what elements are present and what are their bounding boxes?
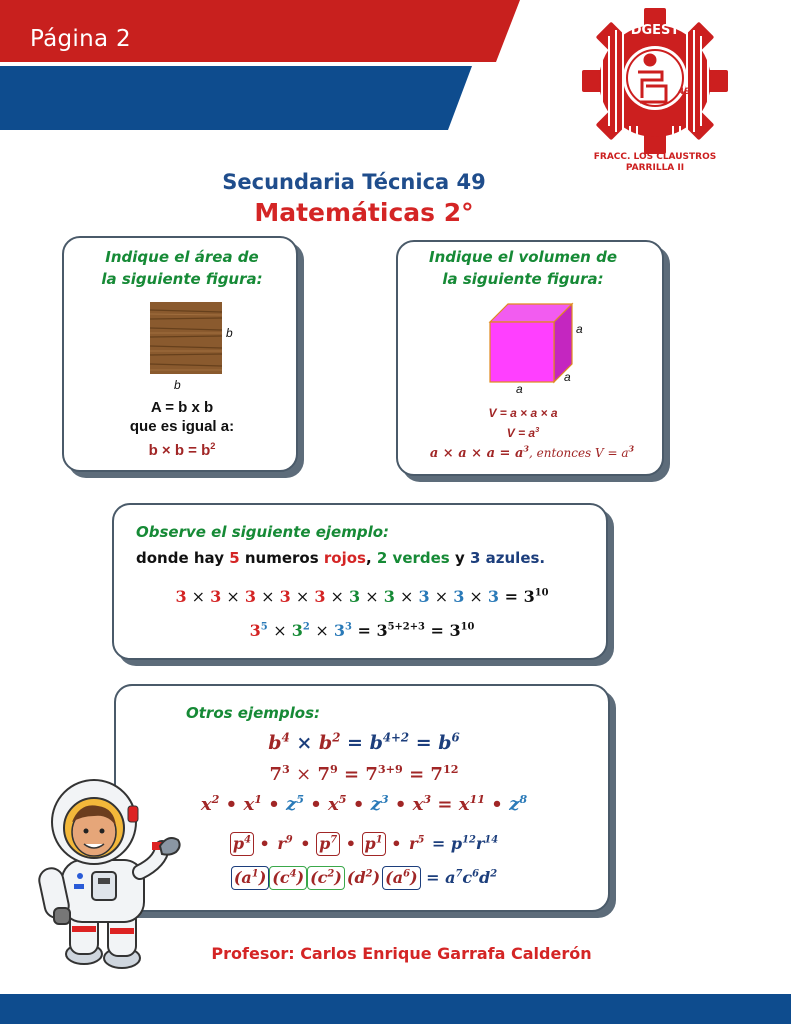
term-exponent: 3 — [423, 793, 432, 806]
boxed-term — [362, 832, 386, 856]
term-exponent: 5 — [296, 793, 304, 806]
term-exponent: 4 — [289, 868, 297, 880]
term-base: p — [364, 834, 376, 853]
result-exponent: 7 — [455, 868, 463, 880]
times-operator: × — [394, 587, 419, 606]
times-operator: × — [325, 587, 350, 606]
term-exponent: 2 — [365, 868, 373, 880]
term-exponent: 2 — [211, 793, 220, 806]
term-exponent: 4 — [244, 834, 251, 846]
term-exponent: 5 — [417, 834, 425, 846]
grouped-term — [307, 866, 345, 890]
product-result: = 3 — [499, 587, 535, 606]
dot-operator: • — [219, 794, 244, 815]
footer-bar — [0, 994, 791, 1024]
factor-red: 3 — [175, 587, 187, 606]
term-close: ) — [372, 868, 381, 887]
factor-blu: 3 — [418, 587, 430, 606]
school-gear-logo — [580, 6, 730, 156]
term-base: z — [286, 794, 297, 815]
result-term: d — [479, 868, 491, 887]
times-operator: × — [221, 587, 245, 606]
result-exponent: 2 — [490, 868, 498, 880]
example-line-1: $b^4 \times b^2 = b^{4+2} = b^6$ — [268, 730, 460, 754]
result-exponent: 11 — [469, 793, 486, 806]
times-operator: × — [429, 587, 454, 606]
term-exponent: 6 — [403, 868, 410, 880]
result-term: = a — [420, 868, 456, 887]
teacher-name: Profesor: Carlos Enrique Garrafa Calderón — [211, 944, 592, 963]
term-base: x — [412, 794, 424, 815]
result-exponent: 12 — [462, 834, 476, 846]
term-close: ) — [296, 868, 305, 887]
term-exponent: 5 — [338, 793, 347, 806]
term-base: (a — [233, 868, 252, 887]
term-base: (c — [272, 868, 290, 887]
example-line-5 — [116, 866, 612, 890]
page-number: Página 2 — [30, 26, 131, 52]
factor-grn: 3 — [349, 587, 361, 606]
times-operator: × — [256, 587, 280, 606]
side-label-right: b — [226, 326, 233, 340]
grouped-term — [269, 866, 307, 890]
volume-formula-1: V = a × a × a — [488, 406, 558, 420]
term-close: ) — [409, 868, 418, 887]
others-card — [114, 684, 610, 912]
times-operator: × — [464, 587, 488, 606]
side-label-bottom: b — [174, 378, 181, 392]
example-card — [112, 503, 608, 660]
term-exponent: 1 — [375, 834, 383, 846]
product-expansion — [114, 587, 610, 606]
grouped-term — [231, 866, 269, 890]
svg-text:49: 49 — [678, 87, 691, 97]
edge-label-right-top: a — [576, 322, 583, 336]
power-sum-line: $3^5 \times 3^2 \times 3^3 = 3^{5+2+3} = 3^{10}$ — [249, 621, 475, 640]
edge-label-right-bottom: a — [564, 370, 571, 384]
example-description: donde hay 5 numeros rojos, 2 verdes y 3 azules. — [136, 549, 546, 567]
area-formula: A = b x b que es igual a: — [129, 399, 235, 435]
term-exponent: 3 — [380, 793, 389, 806]
term-base: x — [243, 794, 255, 815]
product-result-exponent: 10 — [534, 587, 549, 599]
area-card — [62, 236, 298, 472]
volume-formula-2: $V = a^3$ — [506, 425, 540, 440]
result-term: c — [462, 868, 473, 887]
term-base: r — [409, 834, 418, 853]
logo-caption: FRACC. LOS CLAUSTROS PARRILLA II — [593, 152, 717, 173]
dot-operator: • — [253, 834, 276, 853]
result-term: r — [475, 834, 485, 853]
boxed-term — [316, 832, 340, 856]
term-base: p — [232, 834, 245, 853]
term-close: ) — [258, 868, 267, 887]
times-operator: × — [360, 587, 384, 606]
svg-text:DGEST: DGEST — [630, 23, 680, 38]
subject-title: Matemáticas 2° — [254, 198, 474, 227]
example-line-2: $7^3 \times 7^9 = 7^{3+9} = 7^{12}$ — [269, 763, 459, 785]
term-exponent: 2 — [327, 868, 335, 880]
result-term: z — [509, 794, 520, 815]
times-operator: × — [290, 587, 315, 606]
term-base: (a — [385, 868, 404, 887]
factor-blu: 3 — [453, 587, 465, 606]
edge-label-bottom: a — [516, 382, 523, 396]
term-base: p — [319, 834, 331, 853]
term — [407, 833, 426, 855]
school-title: Secundaria Técnica 49 — [222, 170, 486, 194]
result-exponent: 6 — [472, 868, 480, 880]
volume-card — [396, 240, 664, 476]
dot-operator: • — [388, 794, 413, 815]
term-base: (c — [310, 868, 328, 887]
area-result: $b \times b = b^2$ — [148, 441, 216, 459]
example-card-title: Observe el siguiente ejemplo: — [136, 523, 390, 541]
dot-operator: • — [385, 834, 407, 853]
factor-grn: 3 — [383, 587, 395, 606]
factor-red: 3 — [314, 587, 326, 606]
volume-formula-3: $a \times a \times a = a^3$, entonces $V = a^3$ — [429, 443, 635, 461]
times-operator: × — [186, 587, 211, 606]
grouped-term — [345, 867, 382, 889]
dot-operator: • — [294, 834, 317, 853]
term-exponent: 9 — [285, 834, 293, 846]
term-base: (d — [346, 868, 366, 887]
term-exponent: 1 — [254, 793, 262, 806]
factor-blu: 3 — [487, 587, 500, 606]
area-card-title: Indique el área de la siguiente figura: — [101, 248, 263, 288]
result-term: = x — [431, 794, 470, 815]
dot-operator: • — [261, 794, 286, 815]
dot-operator: • — [346, 794, 371, 815]
others-card-title: Otros ejemplos: — [186, 704, 321, 722]
example-line-4 — [116, 832, 612, 856]
result-exponent: 14 — [484, 834, 499, 846]
result-term: = p — [426, 834, 463, 853]
term-base: z — [370, 794, 381, 815]
term-base: x — [328, 794, 339, 815]
dot-operator: • — [304, 794, 329, 815]
term-base: r — [277, 834, 286, 853]
term-exponent: 7 — [330, 834, 338, 846]
wood-square-figure — [148, 300, 228, 378]
factor-red: 3 — [244, 587, 257, 606]
example-line-3 — [116, 794, 612, 815]
dot-operator: • — [340, 834, 362, 853]
factor-red: 3 — [210, 587, 222, 606]
dot-operator: • — [485, 794, 510, 815]
boxed-term — [230, 832, 254, 856]
term-close: ) — [334, 868, 342, 887]
factor-red: 3 — [279, 587, 291, 606]
grouped-term — [382, 866, 420, 890]
term — [275, 833, 294, 855]
volume-card-title: Indique el volumen de la siguiente figura: — [428, 248, 617, 288]
term-exponent: 1 — [251, 868, 259, 880]
term-base: x — [200, 794, 212, 815]
result-exponent: 8 — [519, 793, 528, 806]
